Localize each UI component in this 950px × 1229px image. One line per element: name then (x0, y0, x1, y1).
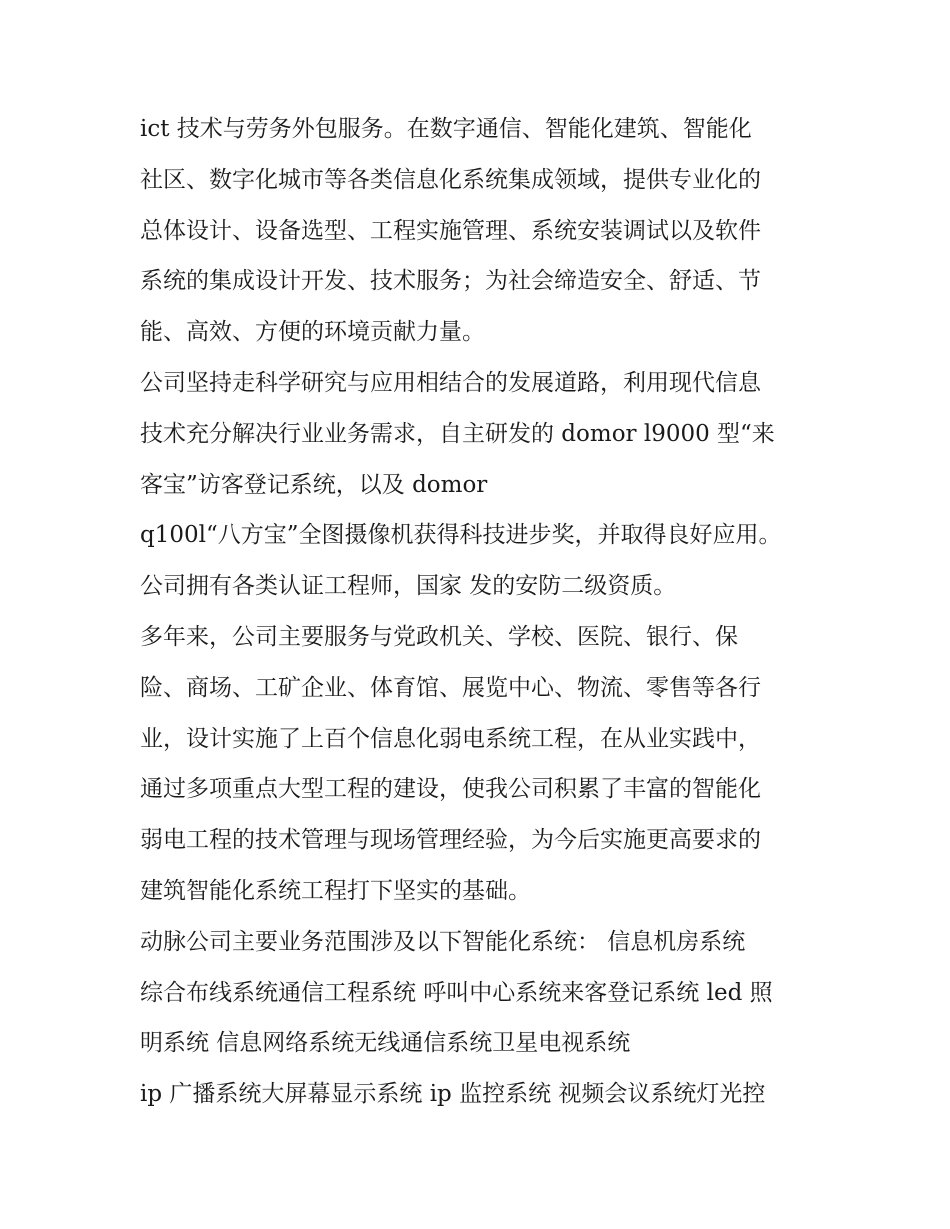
text-line: 公司拥有各类认证工程师，国家 发的安防二级资质。 (140, 573, 677, 600)
text-line: ict 技术与劳务外包服务。在数字通信、智能化建筑、智能化 (140, 116, 752, 142)
text-line: 技术充分解决行业业务需求，自主研发的 domor l9000 型“来 (140, 420, 775, 447)
text-line: 客宝”访客登记系统，以及 domor (140, 471, 488, 498)
text-line: 综合布线系统通信工程系统 呼叫中心系统来客登记系统 led 照 (140, 979, 773, 1006)
text-line: 动脉公司主要业务范围涉及以下智能化系统： 信息机房系统 (140, 928, 746, 955)
text-line: q100l“八方宝”全图摄像机获得科技进步奖，并取得良好应用。 (140, 522, 782, 549)
text-line: 社区、数字化城市等各类信息化系统集成领域，提供专业化的 (140, 166, 761, 193)
text-line: 业，设计实施了上百个信息化弱电系统工程，在从业实践中， (140, 725, 761, 752)
text-line: 公司坚持走科学研究与应用相结合的发展道路，利用现代信息 (140, 369, 761, 396)
text-line: 总体设计、设备选型、工程实施管理、系统安装调试以及软件 (140, 217, 761, 244)
text-line: 明系统 信息网络系统无线通信系统卫星电视系统 (140, 1030, 631, 1057)
text-line: ip 广播系统大屏幕显示系统 ip 监控系统 视频会议系统灯光控 (140, 1081, 766, 1108)
text-line: 险、商场、工矿企业、体育馆、展览中心、物流、零售等各行 (140, 674, 761, 701)
text-line: 能、高效、方便的环境贡献力量。 (140, 319, 485, 346)
text-line: 系统的集成设计开发、技术服务；为社会缔造安全、舒适、节 (140, 268, 761, 295)
text-line: 建筑智能化系统工程打下坚实的基础。 (140, 877, 531, 904)
text-line: 多年来，公司主要服务与党政机关、学校、医院、银行、保 (140, 623, 738, 650)
text-line: 通过多项重点大型工程的建设，使我公司积累了丰富的智能化 (140, 776, 761, 803)
body-text (140, 104, 820, 1120)
text-line: 弱电工程的技术管理与现场管理经验，为今后实施更高要求的 (140, 827, 761, 854)
